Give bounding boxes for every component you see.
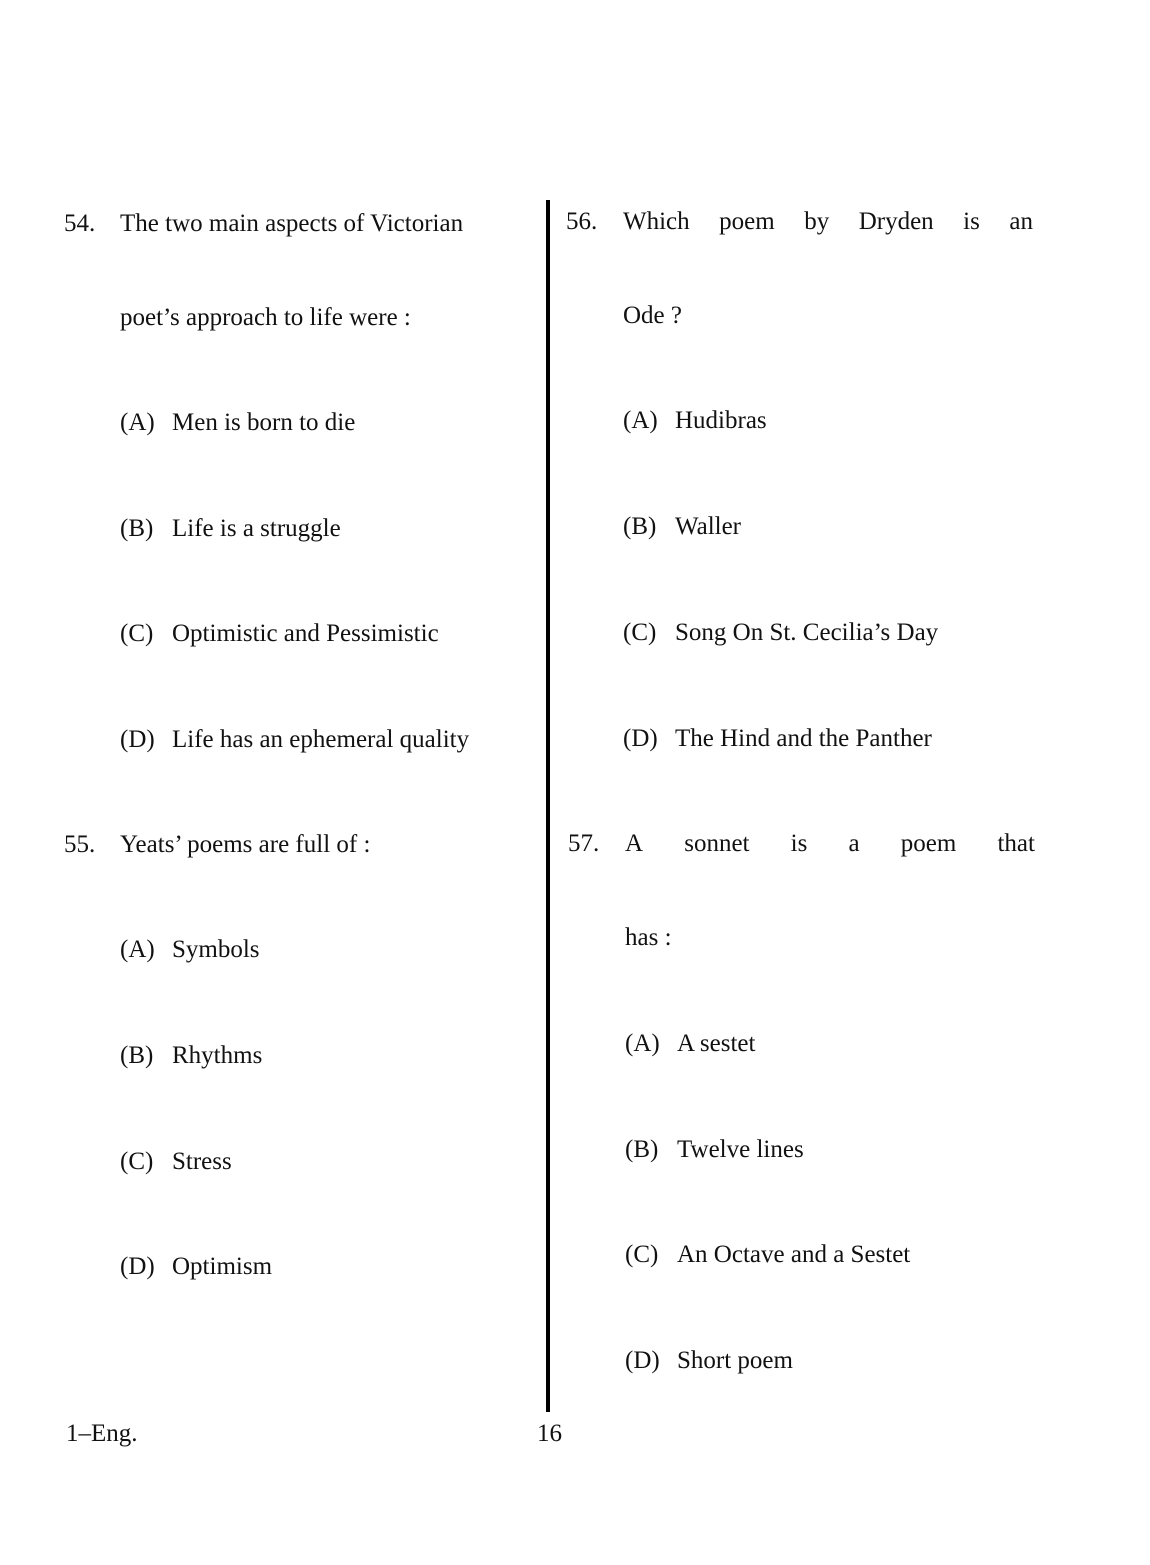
stem-word: A xyxy=(625,830,644,857)
page-number: 16 xyxy=(537,1420,562,1447)
option-text: Optimism xyxy=(172,1253,273,1280)
question-stem-line: Ode ? xyxy=(623,302,682,329)
stem-word: Dryden xyxy=(858,208,934,235)
question-stem-line: Yeats’ poems are full of : xyxy=(120,831,371,858)
option-b xyxy=(625,1135,804,1165)
option-letter: (C) xyxy=(623,619,657,646)
option-letter: (B) xyxy=(623,513,657,540)
question-stem-line xyxy=(623,207,1033,237)
option-text: Optimistic and Pessimistic xyxy=(172,620,439,647)
option-letter: (B) xyxy=(120,1042,154,1069)
stem-word: Which xyxy=(623,208,690,235)
question-number: 54. xyxy=(64,210,96,237)
option-d xyxy=(120,1252,272,1282)
option-letter: (C) xyxy=(625,1241,659,1268)
stem-word: a xyxy=(848,830,860,857)
option-a xyxy=(120,935,260,965)
option-text: Short poem xyxy=(677,1347,793,1374)
option-a xyxy=(120,408,355,438)
option-b xyxy=(623,512,741,542)
option-b xyxy=(120,514,341,544)
option-text: Life has an ephemeral quality xyxy=(172,726,470,753)
question-number: 55. xyxy=(64,831,96,858)
footer-code: 1–Eng. xyxy=(66,1420,138,1447)
option-letter: (A) xyxy=(623,407,658,434)
question-stem-line: has : xyxy=(625,924,672,951)
option-d xyxy=(120,725,469,755)
option-text: Life is a struggle xyxy=(172,515,341,542)
stem-word: is xyxy=(790,830,808,857)
option-text: Hudibras xyxy=(675,407,767,434)
option-c xyxy=(120,1147,232,1177)
stem-word: is xyxy=(963,208,980,235)
option-d xyxy=(623,724,932,754)
option-a xyxy=(625,1029,755,1059)
question-stem-line: The two main aspects of Victorian xyxy=(120,210,464,237)
option-text: Song On St. Cecilia’s Day xyxy=(675,619,939,646)
question-stem-line: poet’s approach to life were : xyxy=(120,304,411,331)
option-letter: (B) xyxy=(120,515,154,542)
option-a xyxy=(623,406,767,436)
stem-word: by xyxy=(804,208,830,235)
stem-word: an xyxy=(1009,208,1033,235)
stem-word: poem xyxy=(900,830,957,857)
stem-word: sonnet xyxy=(684,830,750,857)
option-letter: (C) xyxy=(120,1148,154,1175)
option-c xyxy=(120,619,439,649)
option-letter: (B) xyxy=(625,1136,659,1163)
column-divider xyxy=(546,200,550,1412)
option-text: Stress xyxy=(172,1148,232,1175)
option-letter: (D) xyxy=(623,725,658,752)
option-letter: (A) xyxy=(625,1030,660,1057)
option-text: Men is born to die xyxy=(172,409,356,436)
option-text: An Octave and a Sestet xyxy=(677,1241,911,1268)
option-letter: (D) xyxy=(120,726,155,753)
option-text: Symbols xyxy=(172,936,260,963)
stem-word: that xyxy=(997,830,1035,857)
question-stem-line xyxy=(625,829,1035,859)
option-c xyxy=(623,618,938,648)
option-text: Twelve lines xyxy=(677,1136,804,1163)
option-text: The Hind and the Panther xyxy=(675,725,932,752)
option-letter: (D) xyxy=(120,1253,155,1280)
option-letter: (A) xyxy=(120,409,155,436)
option-text: A sestet xyxy=(677,1030,756,1057)
option-letter: (D) xyxy=(625,1347,660,1374)
option-c xyxy=(625,1240,910,1270)
option-d xyxy=(625,1346,793,1376)
option-b xyxy=(120,1041,262,1071)
option-text: Waller xyxy=(675,513,742,540)
stem-word: poem xyxy=(719,208,775,235)
question-number: 57. xyxy=(568,830,600,857)
option-letter: (A) xyxy=(120,936,155,963)
option-letter: (C) xyxy=(120,620,154,647)
option-text: Rhythms xyxy=(172,1042,263,1069)
question-number: 56. xyxy=(566,208,598,235)
